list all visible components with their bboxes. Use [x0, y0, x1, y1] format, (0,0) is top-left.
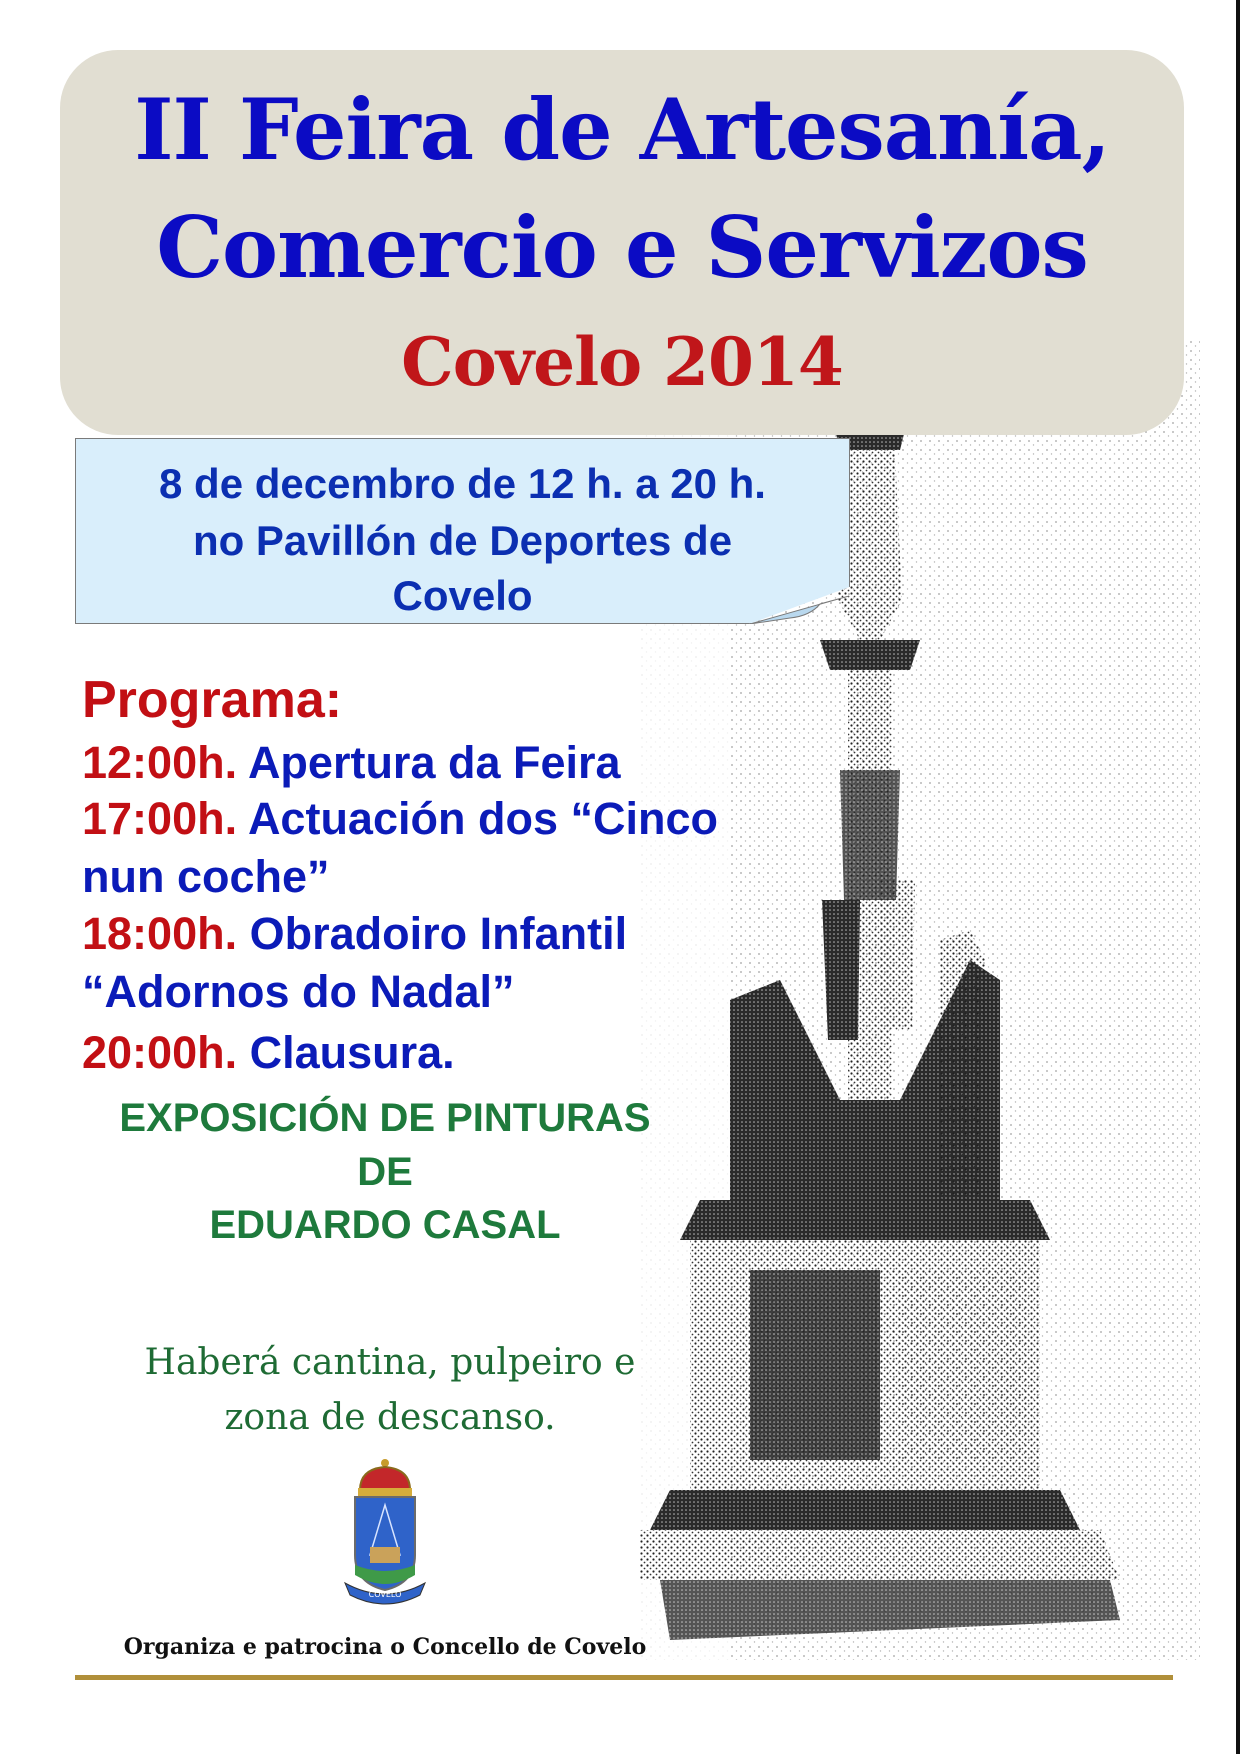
programme-text: Actuación dos “Cinco	[247, 793, 718, 844]
programme-item	[82, 734, 621, 792]
organiser-note: Organiza e patrocina o Concello de Covelo	[123, 1634, 647, 1660]
title-line-1: II Feira de Artesanía,	[134, 80, 1110, 179]
coat-ribbon-text: COVELO	[368, 1590, 402, 1599]
programme-time: 18:00h.	[82, 908, 238, 959]
date-line-1: 8 de decembro de 12 h. a 20 h.	[159, 460, 766, 507]
programme-text: Obradoiro Infantil	[249, 908, 628, 959]
programme-heading: Programa:	[82, 671, 343, 729]
exhibition-line-2: DE	[357, 1150, 413, 1194]
covelo-coat-of-arms-icon	[340, 1455, 430, 1605]
amenities-line-1: Haberá cantina, pulpeiro e	[144, 1342, 636, 1383]
date-line-2: no Pavillón de Deportes de	[192, 517, 733, 564]
programme-item	[82, 790, 718, 906]
programme-text: Clausura.	[249, 1027, 455, 1078]
programme-item	[82, 905, 627, 1021]
exhibition-line-1: EXPOSICIÓN DE PINTURAS	[119, 1096, 651, 1140]
title-line-2: Comercio e Servizos	[156, 198, 1088, 297]
date-line-3: Covelo	[392, 572, 533, 619]
programme-text-continued: nun coche”	[82, 851, 330, 902]
title-line-3: Covelo 2014	[401, 323, 843, 401]
footer-rule	[75, 1675, 1173, 1680]
programme-time: 12:00h.	[82, 737, 238, 788]
programme-item	[82, 1024, 455, 1082]
programme-text: Apertura da Feira	[247, 737, 621, 788]
exhibition-line-3: EDUARDO CASAL	[209, 1203, 561, 1247]
programme-time: 17:00h.	[82, 793, 238, 844]
page-border	[1236, 0, 1240, 1754]
programme-text-continued: “Adornos do Nadal”	[82, 966, 515, 1017]
amenities-line-2: zona de descanso.	[224, 1397, 556, 1438]
title-box	[60, 50, 1184, 435]
programme-time: 20:00h.	[82, 1027, 238, 1078]
